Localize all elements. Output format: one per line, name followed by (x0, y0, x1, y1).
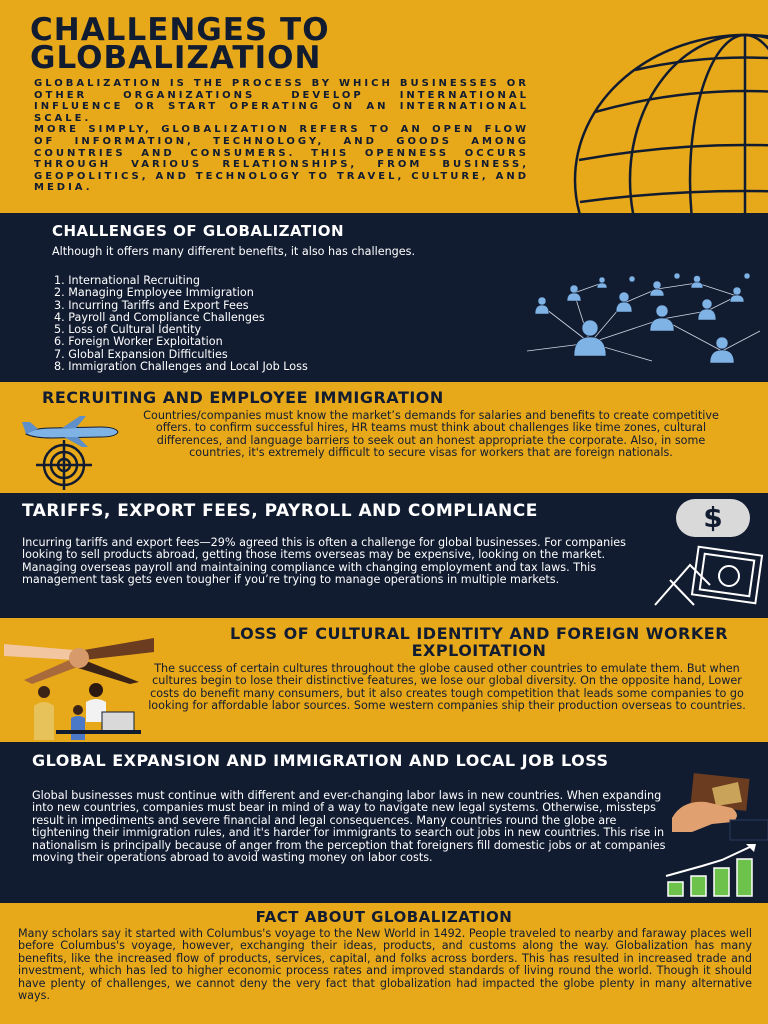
challenges-title: CHALLENGES OF GLOBALIZATION (52, 222, 345, 240)
header-section (0, 0, 768, 213)
list-item: 3. Incurring Tariffs and Export Fees (54, 298, 249, 312)
list-item: 5. Loss of Cultural Identity (54, 323, 202, 337)
expansion-section (0, 742, 768, 903)
growth-chart-icon (662, 842, 762, 900)
culture-section (0, 618, 768, 742)
culture-body: The success of certain cultures throughout the globe caused other countries to emulate them. But when cultures begin to lose their distinctive features, we lose our global diversity. On the opposite hand, Lower costs do benefit many consumers, but it also creates tough competition that leads some companies to go looking for affordable labor sources. Some western companies ship their production overseas to countries. (148, 662, 746, 713)
expansion-title: GLOBAL EXPANSION AND IMMIGRATION AND LOCAL JOB LOSS (32, 751, 609, 770)
people-network-icon (522, 271, 762, 376)
money-bill-icon (650, 545, 765, 615)
list-item: 2. Managing Employee Immigration (54, 286, 254, 300)
challenges-intro: Although it offers many different benefits, it also has challenges. (52, 245, 416, 258)
recruiting-title: RECRUITING AND EMPLOYEE IMMIGRATION (42, 388, 444, 407)
tariffs-section (0, 493, 768, 618)
tariffs-title: TARIFFS, EXPORT FEES, PAYROLL AND COMPLIANCE (22, 501, 538, 521)
intro-text (34, 78, 529, 194)
fact-section (0, 903, 768, 1024)
expansion-body: Global businesses must continue with different and ever-changing labor laws in new countries. When expanding into new countries, companies must bear in mind of a way to navigate new legal systems. Otherwise, missteps result in impediments and severe financial and legal consequences. Many countries round the globe are tightening their immigration rules, and it's harder for immigrants to search out jobs in new countries. This rise in nationalism is principally because of anger from the perception that foreigners fill domestic jobs or at companies moving their operations abroad to avoid wasting money on labor costs. (32, 789, 666, 865)
fact-body: Many scholars say it started with Columbus's voyage to the New World in 1492. People traveled to nearby and faraway places well before Columbus's voyage, however, exchanging their ideas, products, and customs along the way. Globalization has many benefits, like the increased flow of products, services, capital, and folks across borders. This has resulted in increased trade and investment, which has led to higher economic process rates and improved standards of living round the world. Though it should have plenty of challenges, we cannot deny the very fact that globalization had impacted the globe plenty in many alternative ways. (18, 927, 752, 1003)
dollar-symbol: $ (703, 501, 723, 534)
fact-title: FACT ABOUT GLOBALIZATION (255, 908, 513, 926)
culture-title: LOSS OF CULTURAL IDENTITY AND FOREIGN WORKER EXPLOITATION (229, 624, 729, 660)
wallet-hand-icon (672, 772, 768, 842)
globe-icon (535, 30, 768, 213)
list-item: 6. Foreign Worker Exploitation (54, 335, 223, 349)
list-item: 1. International Recruiting (54, 274, 200, 287)
target-icon (34, 440, 94, 490)
challenges-section (0, 213, 768, 382)
stacked-hands-icon (4, 622, 154, 684)
recruiting-section (0, 382, 768, 493)
workers-illustration-icon (16, 682, 141, 740)
intro-paragraph-2: MORE SIMPLY, GLOBALIZATION REFERS TO AN OPEN FLOW OF INFORMATION, TECHNOLOGY, AND GOODS AMONG COUNTRIES AND CONSUMERS. THIS OPENNESS OCCURS THROUGH VARIOUS RELATIONSHIPS, FROM BUSINESS, GEOPOLITICS, AND TECHNOLOGY TO TRAVEL, CULTURE, AND MEDIA. (34, 124, 529, 194)
intro-paragraph-1: GLOBALIZATION IS THE PROCESS BY WHICH BUSINESSES OR OTHER ORGANIZATIONS DEVELOP INTERNATIONAL INFLUENCE OR START OPERATING ON AN INTERNATIONAL SCALE. (34, 78, 529, 124)
page-title: CHALLENGES TO GLOBALIZATION (30, 12, 330, 76)
challenges-list (54, 275, 474, 373)
list-item: 4. Payroll and Compliance Challenges (54, 310, 265, 324)
tariffs-body: Incurring tariffs and export fees—29% agreed this is often a challenge for global businesses. For companies looking to sell products abroad, getting those items overseas may be expensive, looking on the market. Managing overseas payroll and maintaining compliance with changing employment and tax laws. This management task gets even tougher if you’re trying to manage operations in multiple markets. (22, 536, 627, 587)
list-item: 8. Immigration Challenges and Local Job Loss (54, 360, 308, 374)
recruiting-body: Countries/companies must know the market’s demands for salaries and benefits to create competitive offers. to confirm successful hires, HR teams must think about challenges like time zones, cultural differences, and language barriers to seek out an honest appropriate the corporate. Also, in some countries, it's extremely difficult to secure visas for workers that are foreign nationals. (143, 409, 719, 460)
dollar-icon (676, 499, 750, 537)
list-item: 7. Global Expansion Difficulties (54, 347, 228, 361)
